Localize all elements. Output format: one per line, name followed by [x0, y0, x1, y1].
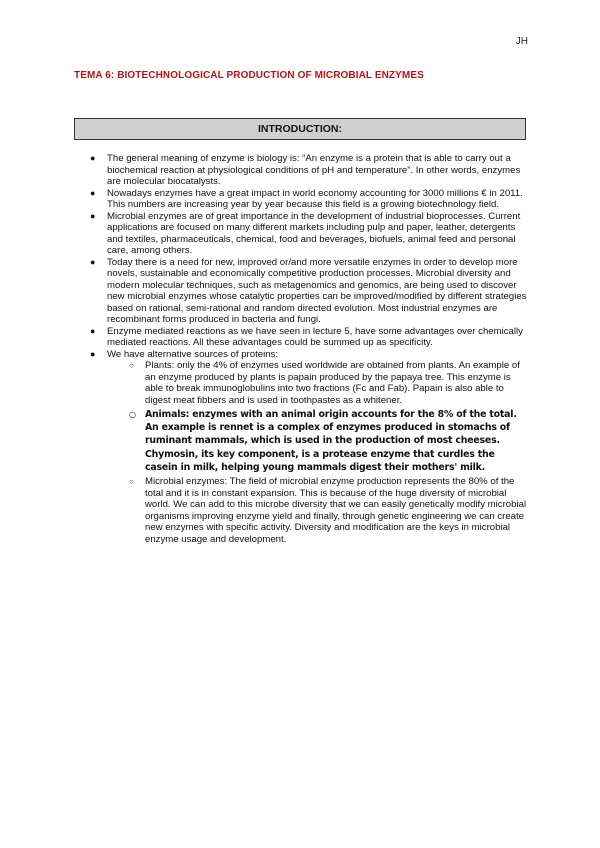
circle-bullet-icon: ○ [129, 410, 136, 419]
list-item [88, 326, 530, 349]
bullet-icon: ● [90, 325, 96, 336]
document-body [88, 153, 530, 547]
list-item [88, 349, 530, 546]
bullet-icon: ● [90, 256, 96, 267]
section-heading-box [74, 118, 526, 140]
list-item [88, 211, 530, 257]
list-item-text: Today there is a need for new, improved or/and more versatile enzymes in order to develop more novels, sustainable and economically competitive production processes. Microbial diversity and modern molecular techniques, such as metagenomics and genomics, are being used to discover new microbial enzymes whose catalytic properties can be improved/modified by different strategies based on rational, semi-rational and random directed evolution. Most industrial enzymes are recombinant forms produced in bacteria and fungi. [107, 256, 527, 325]
list-item [88, 188, 530, 211]
list-item [88, 153, 530, 188]
circle-bullet-icon: ○ [129, 477, 134, 487]
list-item-text: Microbial enzymes are of great importance in the development of industrial bioprocesses. Current applications are focused on many different markets including pulp and paper, leather, detergents and textiles, pharmaceuticals, chemical, food and beverages, biofuels, animal feed and personal care, among others. [107, 210, 521, 256]
sub-list-item-text: Animals: enzymes with an animal origin accounts for the 8% of the total. An example is rennet is a complex of enzymes produced in stomachs of ruminant mammals, which is used in the production of most cheeses. Chymosin, its key component, is a protease enzyme that curdles the casein in milk, helping young mammals digest their mothers' milk. [145, 409, 517, 473]
sub-list-item [129, 408, 530, 474]
sub-bullet-list [129, 360, 530, 545]
list-item-text: The general meaning of enzyme is biology is: “An enzyme is a protein that is able to carry out a biochemical reaction at physiological conditions of pH and temperature”. In other words, enzymes are molecular biocatalysts. [107, 153, 521, 187]
bullet-icon: ● [90, 153, 96, 163]
circle-bullet-icon: ○ [129, 361, 134, 370]
bullet-icon: ● [90, 187, 96, 198]
sub-list-item [129, 476, 530, 545]
sub-list-item-text: Microbial enzymes: The field of microbial enzyme production represents the 80% of the total and it is in constant expansion. This is because of the huge diversity of microbial world. We can add to this microbe diversity that we can easily genetically modify microbial organisms improving enzyme yield and finally, through genetic engineering we can create new enzymes with specific activity. Diversity and modification are the keys in microbial enzyme usage and development. [145, 476, 527, 545]
section-heading: INTRODUCTION: [258, 123, 342, 135]
author-initials: JH [515, 36, 528, 47]
list-item-text: We have alternative sources of proteins: [107, 348, 279, 360]
list-item-text: Enzyme mediated reactions as we have seen in lecture 5, have some advantages over chemically mediated reactions. All these advantages could be summed up as specificity. [107, 325, 523, 348]
bullet-list [88, 153, 530, 545]
sub-list-item-text: Plants: only the 4% of enzymes used worldwide are obtained from plants. An example of an enzyme produced by plants is papain produced by the papaya tree. This enzyme is able to break immunoglobulins into two fractions (Fc and Fab). Papain is also able to digest meat fibbers and is used in toothpastes as a whitener. [145, 360, 520, 406]
list-item-text: Nowadays enzymes have a great impact in world economy accounting for 3000 millions € in 2011. This numbers are increasing year by year because this field is a growing biotechnology field. [107, 187, 523, 210]
sub-list-item [129, 360, 530, 406]
document-title: TEMA 6: BIOTECHNOLOGICAL PRODUCTION OF MICROBIAL ENZYMES [74, 70, 424, 81]
bullet-icon: ● [90, 348, 96, 359]
list-item [88, 257, 530, 326]
bullet-icon: ● [90, 210, 96, 221]
